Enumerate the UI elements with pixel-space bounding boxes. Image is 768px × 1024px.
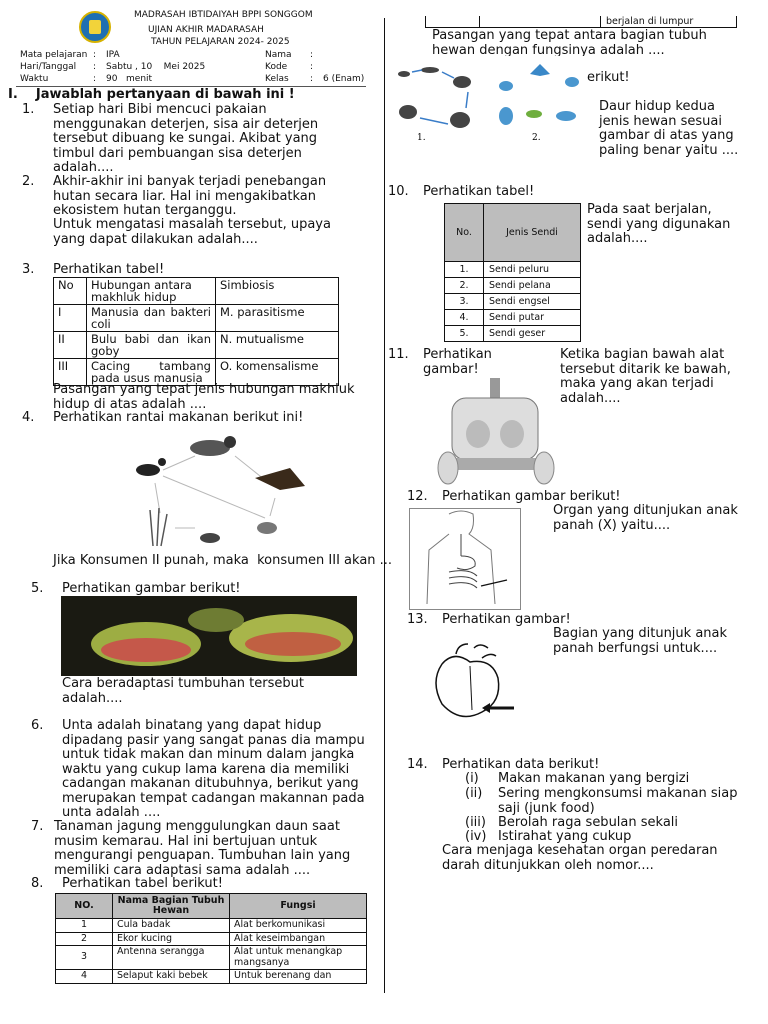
q4-intro: Perhatikan rantai makanan berikut ini! <box>53 410 304 425</box>
q11-side: Ketika bagian bawah alat tersebut ditarik ke bawah, maka yang akan terjadi adalah.... <box>560 347 731 406</box>
colon: : <box>93 62 97 72</box>
school-logo <box>79 11 111 43</box>
colon: : <box>310 74 314 84</box>
q13-side: Bagian yang ditunjuk anak panah berfungsi untuk.... <box>553 626 728 656</box>
q14-number: 14. <box>407 757 428 772</box>
subject-value: IPA <box>106 50 120 60</box>
heart-image <box>422 640 522 728</box>
q1-text: Setiap hari Bibi mencuci pakaian menggunakan deterjen, sisa air deterjen tersebut dibuang ke sungai. Akibat yang timbul dari pembuangan sisa deterjen adalah.... <box>53 102 319 175</box>
food-chain-image <box>115 428 315 550</box>
colon: : <box>93 74 97 84</box>
q1-number: 1. <box>22 102 35 117</box>
table-cell: O. komensalisme <box>216 359 339 386</box>
table-header: No <box>54 278 87 305</box>
school-year: TAHUN PELAJARAN 2024- 2025 <box>151 37 290 47</box>
q8-intro: Perhatikan tabel berikut! <box>62 876 223 891</box>
q7-number: 7. <box>31 819 44 834</box>
colon: : <box>93 50 97 60</box>
life-cycle-1-image <box>390 60 488 146</box>
q5-intro: Perhatikan gambar berikut! <box>62 581 241 596</box>
table-cell: Sendi engsel <box>484 294 581 310</box>
table-cell: 4 <box>56 970 113 984</box>
exam-title: UJIAN AKHIR MADARASAH <box>148 25 264 35</box>
q4-number: 4. <box>22 410 35 425</box>
q13-number: 13. <box>407 612 428 627</box>
date-value: Sabtu , 10 Mei 2025 <box>106 62 206 72</box>
table-row <box>54 305 339 332</box>
q12-intro: Perhatikan gambar berikut! <box>442 489 621 504</box>
table-cell: 4. <box>445 310 484 326</box>
table-row <box>54 278 339 305</box>
q9-text: Daur hidup kedua jenis hewan sesuai gambar di atas yang paling benar yaitu .... <box>599 99 739 158</box>
table-row <box>445 326 581 342</box>
q3-intro: Perhatikan tabel! <box>53 262 165 277</box>
q7-text: Tanaman jagung menggulungkan daun saat musim kemarau. Hal ini bertujuan untuk mengurangi penguapan. Tumbuhan lain yang memiliki cara adaptasi sama adalah .... <box>54 819 351 878</box>
table-cell: I <box>54 305 87 332</box>
q8-after: Pasangan yang tepat antara bagian tubuh hewan dengan fungsinya adalah .... <box>432 29 707 56</box>
q6-text: Unta adalah binatang yang dapat hidup dipadang pasir yang sangat panas dia mampu untuk tidak makan dan minum dalam jangka waktu yang cukup lama karena dia memiliki cadangan makanan ditubuhnya, berikut yang merupakan tempat cadangan makannan pada unta adalah .... <box>62 718 365 820</box>
q3-table <box>53 277 339 386</box>
table-cell: Cula badak <box>113 919 230 933</box>
list-item-marker: (iii) <box>465 815 486 830</box>
table-row <box>445 310 581 326</box>
table-row <box>445 294 581 310</box>
table-cell: 3. <box>445 294 484 310</box>
table-header: NO. <box>56 894 113 919</box>
q12-side: Organ yang ditunjukan anak panah (X) yaitu.... <box>553 503 738 533</box>
code-label: Kode <box>265 62 288 72</box>
colon: : <box>310 62 314 72</box>
cycle-label-1: 1. <box>417 133 426 143</box>
school-name: MADRASAH IBTIDAIYAH BPPI SONGGOM <box>134 10 313 20</box>
table-cell: M. parasitisme <box>216 305 339 332</box>
table-cell: Manusia dan bakteri coli <box>87 305 216 332</box>
q10-table <box>444 203 581 342</box>
column-divider <box>384 18 385 993</box>
table-cell: Alat keseimbangan <box>230 932 367 946</box>
table-row <box>445 278 581 294</box>
section-title: I. Jawablah pertanyaan di bawah ini ! <box>8 87 295 102</box>
table-cell: Sendi putar <box>484 310 581 326</box>
table-row <box>56 919 367 933</box>
table-cell: Ekor kucing <box>113 932 230 946</box>
table-cell: 1. <box>445 262 484 278</box>
table-header: Nama Bagian Tubuh Hewan <box>113 894 230 919</box>
table-row <box>54 332 339 359</box>
list-item-marker: (iv) <box>465 829 487 844</box>
table-cell: 5. <box>445 326 484 342</box>
q8-table-continuation <box>425 16 737 28</box>
table-header: Fungsi <box>230 894 367 919</box>
table-cell: 2. <box>445 278 484 294</box>
subject-label: Mata pelajaran <box>20 50 88 60</box>
colon: : <box>310 50 314 60</box>
cycle-label-2: 2. <box>532 133 541 143</box>
table-row <box>445 262 581 278</box>
list-item: Istirahat yang cukup <box>498 829 632 844</box>
q10-side: Pada saat berjalan, sendi yang digunakan adalah.... <box>587 202 731 246</box>
time-value: 90 menit <box>106 74 153 84</box>
q8-table <box>55 893 367 984</box>
table-cell: III <box>54 359 87 386</box>
table-row <box>56 932 367 946</box>
list-item: Berolah raga sebulan sekali <box>498 815 679 830</box>
table-cell: Sendi pelana <box>484 278 581 294</box>
table-cell: Bulu babi dan ikan goby <box>87 332 216 359</box>
class-label: Kelas <box>265 74 289 84</box>
q5-after: Cara beradaptasi tumbuhan tersebut adalah.... <box>62 676 304 706</box>
table-cell: Alat berkomunikasi <box>230 919 367 933</box>
time-label: Waktu <box>20 74 49 84</box>
q3-after: Pasangan yang tepat jenis hubungan makhluk hidup di atas adalah .... <box>53 382 355 412</box>
table-cell: Antenna serangga <box>113 946 230 970</box>
q10-intro: Perhatikan tabel! <box>423 184 535 199</box>
table-header: Hubungan antara makhluk hidup <box>87 278 216 305</box>
q2-text2: Untuk mengatasi masalah tersebut, upaya yang dapat dilakukan adalah.... <box>53 217 331 247</box>
q10-number: 10. <box>388 184 409 199</box>
list-item: Sering mengkonsumsi makanan siap saji (junk food) <box>498 786 738 816</box>
table-cell: 2 <box>56 932 113 946</box>
table-cell: N. mutualisme <box>216 332 339 359</box>
q5-number: 5. <box>31 581 44 596</box>
table-cell: Untuk berenang dan <box>230 970 367 984</box>
q6-number: 6. <box>31 718 44 733</box>
table-header: Simbiosis <box>216 278 339 305</box>
q2-number: 2. <box>22 174 35 189</box>
q9-intro-fragment: erikut! <box>587 70 630 85</box>
q12-number: 12. <box>407 489 428 504</box>
table-row <box>56 946 367 970</box>
list-item: Makan makanan yang bergizi <box>498 771 690 786</box>
q4-after: Jika Konsumen II punah, maka konsumen III akan ... <box>53 553 393 568</box>
table-cell: Sendi peluru <box>484 262 581 278</box>
q8-number: 8. <box>31 876 44 891</box>
table-cell: Cacing tambang pada usus manusia <box>87 359 216 386</box>
table-cell: Sendi geser <box>484 326 581 342</box>
name-label: Nama <box>265 50 292 60</box>
table-header: Jenis Sendi <box>484 204 581 262</box>
list-item-marker: (i) <box>465 771 479 786</box>
date-label: Hari/Tanggal <box>20 62 77 72</box>
table-cell: Selaput kaki bebek <box>113 970 230 984</box>
class-value: 6 (Enam) <box>323 74 365 84</box>
table-row <box>56 970 367 984</box>
table-cell: 1 <box>56 919 113 933</box>
table-row <box>56 894 367 919</box>
q2-text: Akhir-akhir ini banyak terjadi penebangan hutan secara liar. Hal ini mengakibatkan ekosistem hutan terganggu. <box>53 174 327 218</box>
table-cell: berjalan di lumpur <box>606 16 694 27</box>
q14-intro: Perhatikan data berikut! <box>442 757 600 772</box>
q11-intro: Perhatikan gambar! <box>423 347 492 377</box>
table-cell: Alat untuk menangkap mangsanya <box>230 946 367 970</box>
table-row <box>445 204 581 262</box>
table-header: No. <box>445 204 484 262</box>
list-item-marker: (ii) <box>465 786 483 801</box>
table-cell: II <box>54 332 87 359</box>
lung-model-image <box>432 376 560 486</box>
q11-number: 11. <box>388 347 409 362</box>
q3-number: 3. <box>22 262 35 277</box>
venus-flytrap-image <box>61 596 357 676</box>
digestive-system-image <box>409 508 521 610</box>
table-cell: 3 <box>56 946 113 970</box>
q13-intro: Perhatikan gambar! <box>442 612 571 627</box>
q14-after: Cara menjaga kesehatan organ peredaran darah ditunjukkan oleh nomor.... <box>442 843 718 873</box>
life-cycle-2-image <box>494 60 586 146</box>
